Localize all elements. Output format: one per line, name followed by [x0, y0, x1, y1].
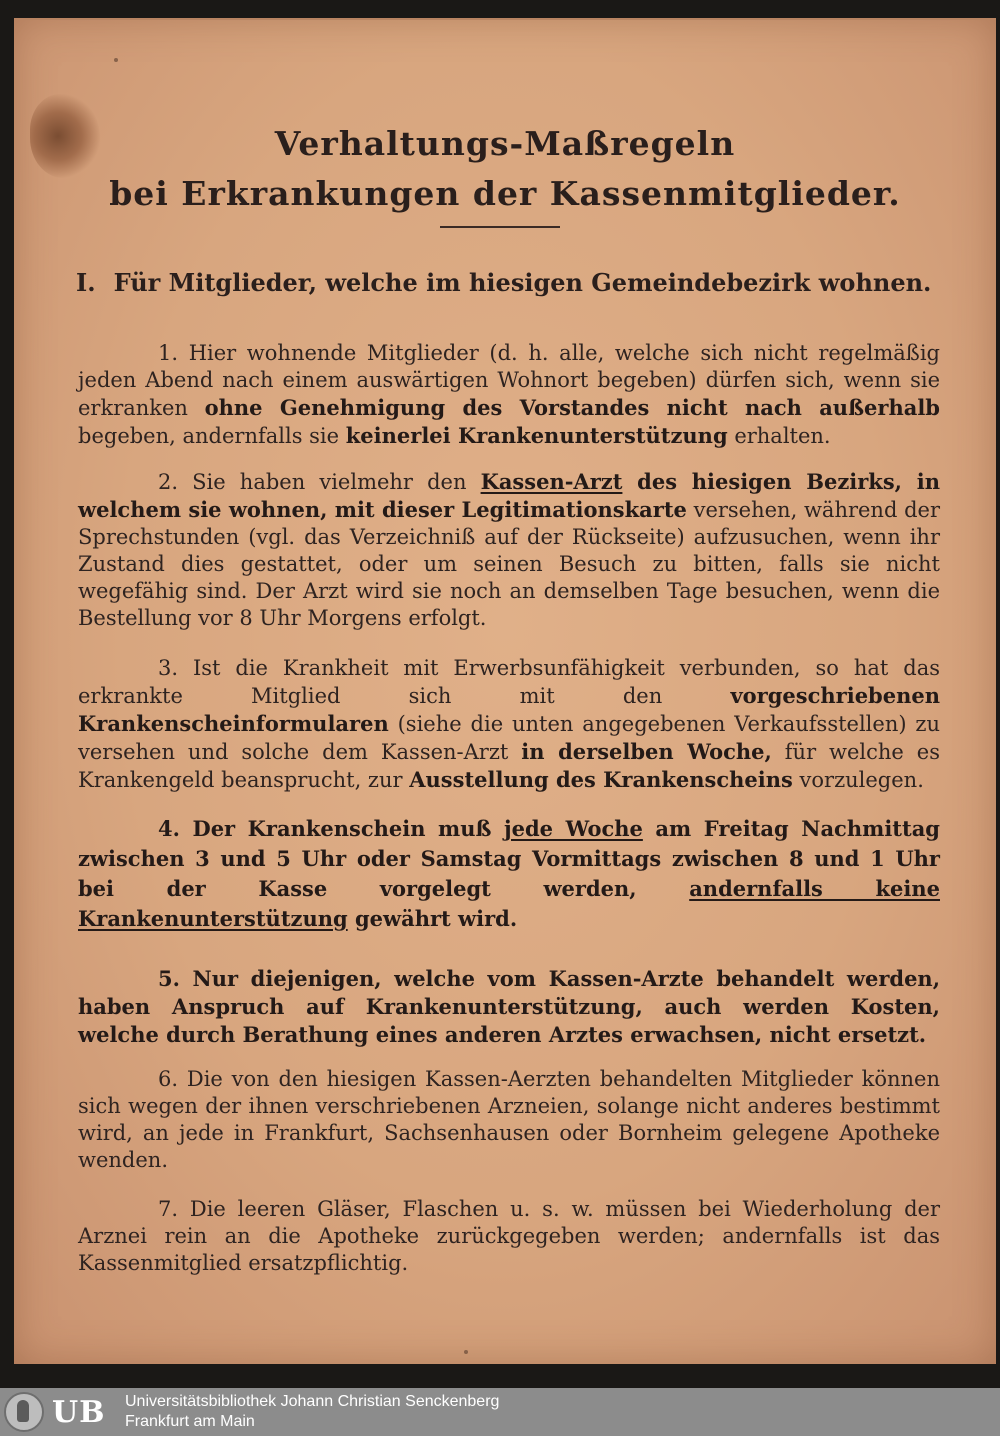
paragraph-text: am Freitag Nachmittag zwischen 3 und 5 Uhr oder Samstag Vormittags zwischen 8 und 1 Uhr bei der Kasse vorgelegt werden,: [78, 816, 940, 901]
paragraph-emphasis-underlined: andernfalls keine Krankenunterstützung: [78, 876, 940, 931]
paragraph-text: erhalten.: [727, 424, 831, 448]
paragraph-3: [78, 655, 940, 794]
section-number: I.: [76, 268, 96, 297]
paragraph-text: begeben, andernfalls sie: [78, 424, 346, 448]
paragraph-7: [78, 1196, 940, 1277]
paragraph-2: [78, 468, 940, 632]
paragraph-1: [78, 340, 940, 450]
paragraph-number: 1.: [158, 341, 179, 365]
paragraph-emphasis: ohne Genehmigung des Vorstandes nicht nach außerhalb: [204, 395, 940, 420]
paragraph-text: Hier wohnende Mitglieder (d. h. alle, welche sich nicht regelmäßig jeden Abend nach einem auswärtigen Wohnort begeben) dürfen sich, wenn sie erkranken: [78, 341, 940, 420]
paragraph-number: 6.: [158, 1067, 179, 1091]
paragraph-5: [78, 965, 940, 1049]
paragraph-number: 5.: [158, 966, 180, 991]
seal-icon: [4, 1392, 44, 1432]
paragraph-text: Ist die Krankheit mit Erwerbsunfähigkeit verbunden, so hat das erkrankte Mitglied sich mit den: [78, 656, 940, 708]
paragraph-text: Nur diejenigen, welche vom Kassen-Arzte behandelt werden, haben Anspruch auf Krankenunterstützung, auch werden Kosten, welche durch Berathung eines anderen Arztes erwachsen, nicht ersetzt.: [78, 966, 941, 1047]
paragraph-6: [78, 1066, 940, 1174]
paragraph-emphasis: Ausstellung des Krankenscheins: [409, 767, 793, 792]
page-edge: [14, 18, 996, 20]
paragraph-text: Die von den hiesigen Kassen-Aerzten behandelten Mitglieder können sich wegen der ihnen verschriebenen Arzneien, solange nicht anderes bestimmt wird, an jede in Frankfurt, Sachsenhausen oder Bornheim gelegene Apotheke wenden.: [78, 1067, 940, 1172]
library-footer: [0, 1388, 1000, 1436]
library-logo[interactable]: [4, 1392, 116, 1432]
ink-spot: [114, 58, 118, 62]
document-title-line1: Verhaltungs-Maßregeln: [274, 124, 736, 163]
title-divider: [440, 226, 560, 228]
paragraph-emphasis: keinerlei Krankenunterstützung: [345, 423, 728, 448]
paragraph-number: 3.: [158, 656, 179, 680]
paragraph-text: versehen, während der Sprechstunden (vgl. das Verzeichniß auf der Rückseite) aufzusuchen, wenn ihr Zustand dies gestattet, oder um seinen Besuch zu bitten, falls sie nicht wegefähig sind. Der Arzt wird sie noch an demselben Tage besuchen, wenn die Bestellung vor 8 Uhr Morgens erfolgt.: [78, 498, 940, 630]
paragraph-text: (siehe die unten angegebenen Verkaufsstellen) zu versehen und solche dem Kassen-Arzt: [78, 712, 940, 764]
paragraph-4: [78, 814, 940, 934]
institution-name: [125, 1392, 499, 1432]
section-title: Für Mitglieder, welche im hiesigen Gemeindebezirk wohnen.: [113, 268, 932, 297]
paragraph-emphasis: in derselben Woche,: [521, 739, 772, 764]
paragraph-text: gewährt wird.: [347, 906, 518, 931]
paragraph-number: 7.: [158, 1197, 179, 1221]
paragraph-text: vorzulegen.: [792, 768, 924, 792]
section-heading: [76, 268, 946, 297]
paragraph-emphasis-underlined: jede Woche: [504, 816, 643, 841]
institution-line1: Universitätsbibliothek Johann Christian Senckenberg: [125, 1393, 500, 1410]
paragraph-emphasis: vorgeschriebenen Krankenscheinformularen: [78, 683, 940, 736]
paragraph-number: 4.: [158, 816, 180, 841]
paragraph-text: für welche es Krankengeld beansprucht, zur: [78, 740, 940, 792]
paragraph-emphasis: des hiesigen Bezirks, in welchem sie wohnen, mit dieser Legitimationskarte: [78, 469, 940, 522]
logo-text: UB: [52, 1394, 106, 1430]
document-title-line2: bei Erkrankungen der Kassenmitglieder.: [109, 174, 901, 213]
paragraph-text: Sie haben vielmehr den: [192, 470, 481, 494]
ink-spot: [464, 1350, 468, 1354]
institution-line2: Frankfurt am Main: [125, 1413, 255, 1430]
paragraph-text: Der Krankenschein muß: [192, 816, 505, 841]
paragraph-text: Die leeren Gläser, Flaschen u. s. w. müssen bei Wiederholung der Arznei rein an die Apotheke zurückgegeben werden; andernfalls ist das Kassenmitglied ersatzpflichtig.: [78, 1197, 940, 1275]
paragraph-emphasis-underlined: Kassen-Arzt: [480, 469, 623, 494]
paragraph-number: 2.: [158, 470, 179, 494]
